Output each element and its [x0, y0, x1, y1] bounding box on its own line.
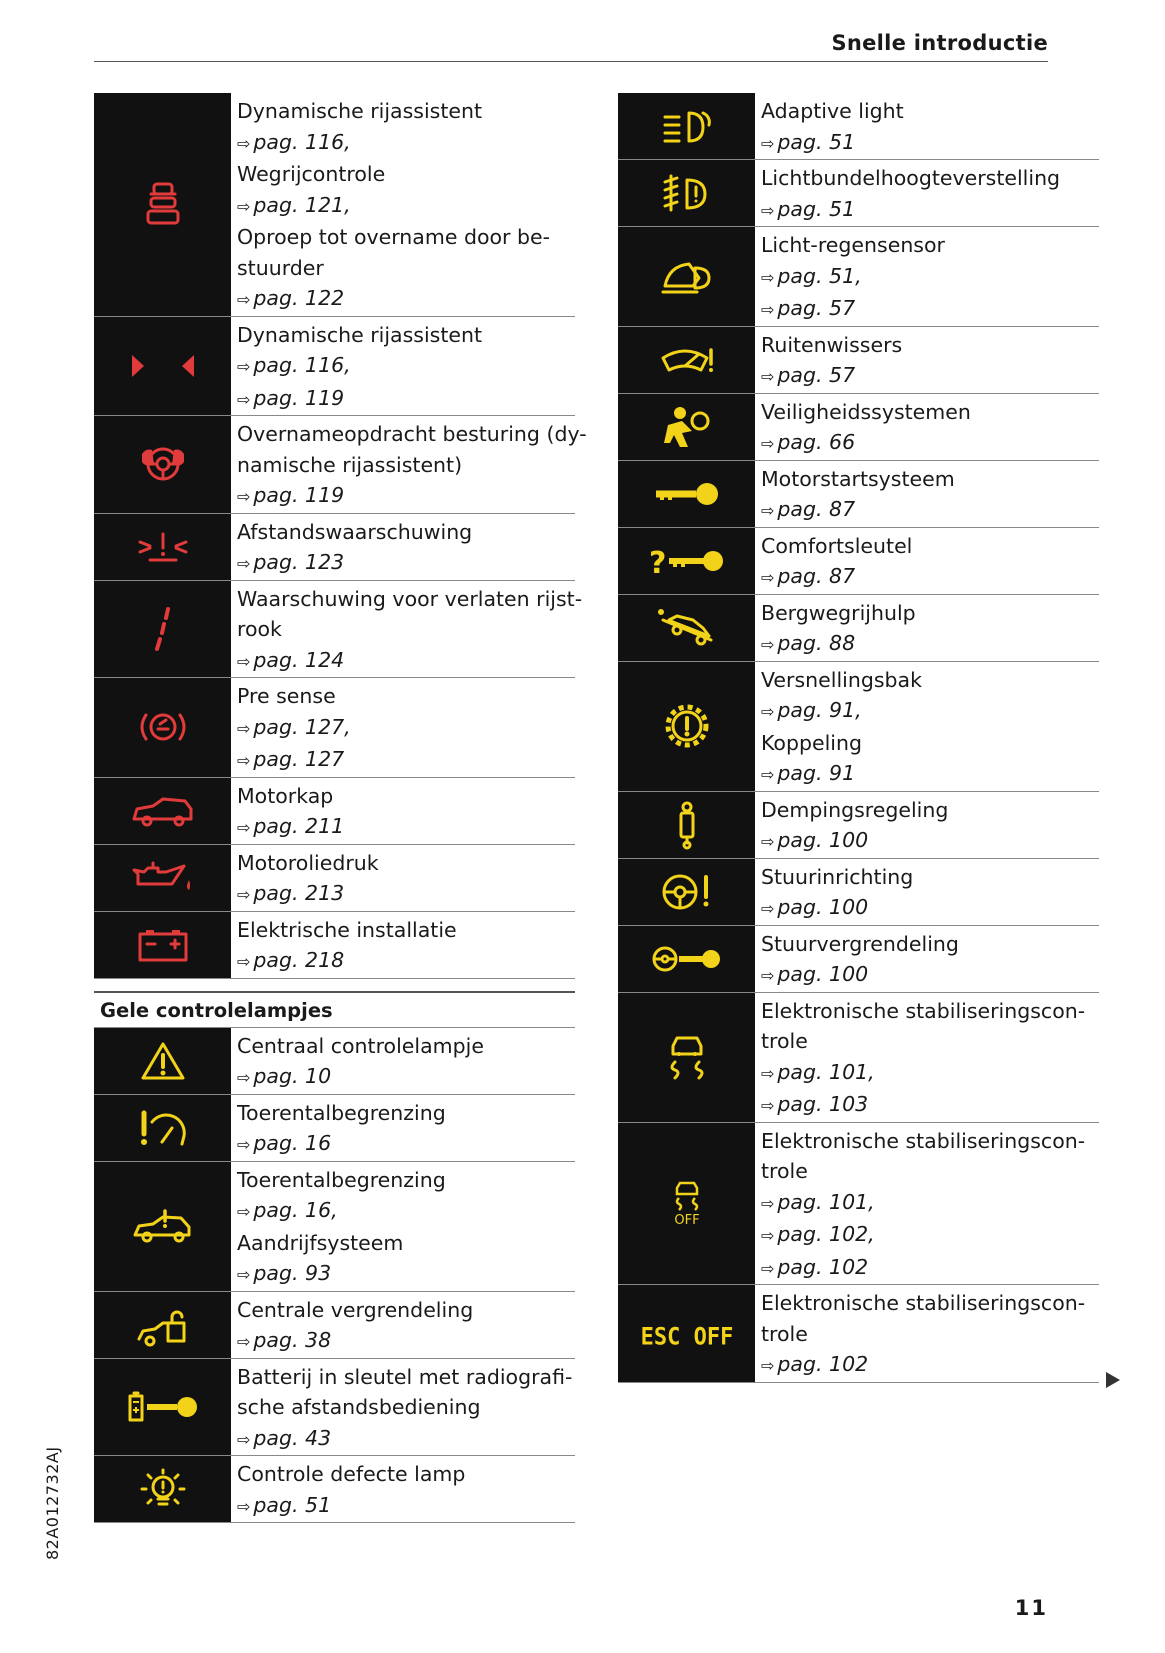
- esc-off-icon: [618, 1123, 755, 1285]
- arrow-right-icon: ⇨: [761, 1063, 775, 1083]
- indicator-label: trole: [761, 1029, 808, 1053]
- indicator-row: [618, 160, 1099, 227]
- arrow-right-icon: ⇨: [237, 1265, 251, 1284]
- key-icon: [618, 461, 755, 527]
- page-header-title: Snelle introductie: [831, 31, 1048, 55]
- indicator-row: [94, 845, 575, 912]
- indicator-description: [231, 1456, 575, 1522]
- car-warning-icon: [94, 1162, 231, 1291]
- page-reference-text: pag. 116,: [253, 129, 351, 154]
- page-reference-text: pag. 211: [253, 814, 345, 838]
- indicator-row: [618, 993, 1099, 1123]
- page-reference-link[interactable]: [761, 695, 1099, 728]
- indicator-description: [231, 317, 575, 416]
- arrow-right-icon: ⇨: [237, 196, 251, 216]
- indicator-label: Pre sense: [237, 684, 336, 708]
- page-reference-link[interactable]: [761, 427, 1099, 460]
- page-reference-link[interactable]: [761, 1187, 1099, 1220]
- page-reference-text: pag. 51: [253, 1492, 332, 1517]
- indicator-row: [94, 778, 575, 845]
- warning-triangle-icon: [94, 1028, 231, 1094]
- arrow-right-icon: ⇨: [237, 133, 251, 153]
- indicator-row: [94, 317, 575, 417]
- indicator-description: [231, 93, 575, 316]
- arrow-right-icon: ⇨: [761, 966, 775, 985]
- indicator-description: [231, 1359, 575, 1456]
- yellow-indicator-table: [94, 1028, 575, 1524]
- page-reference-link[interactable]: [237, 945, 575, 978]
- indicator-description: [231, 1292, 575, 1358]
- indicator-label: Dempingsregeling: [761, 797, 949, 822]
- arrow-right-icon: ⇨: [237, 718, 251, 738]
- indicator-row: [618, 528, 1099, 595]
- page-reference-text: pag. 127,: [253, 714, 351, 739]
- indicator-row: [618, 227, 1099, 327]
- page-reference-text: pag. 10: [253, 1064, 332, 1088]
- indicator-row: [618, 461, 1099, 528]
- page-reference-link[interactable]: [237, 811, 575, 844]
- indicator-description: [755, 1285, 1099, 1382]
- arrow-right-icon: ⇨: [237, 1068, 251, 1087]
- indicator-row: [94, 416, 587, 514]
- indicator-row: [94, 93, 575, 317]
- page-reference-link[interactable]: [237, 383, 575, 416]
- page-reference-link[interactable]: [761, 825, 1099, 858]
- indicator-label: namische rijassistent): [237, 452, 463, 477]
- indicator-description: [231, 912, 575, 978]
- page-reference-text: pag. 51: [777, 196, 856, 221]
- lane-departure-icon: [94, 581, 231, 678]
- page-reference-text: pag. 57: [777, 363, 856, 387]
- page-reference-link[interactable]: [237, 645, 582, 678]
- indicator-description: [755, 461, 1099, 527]
- wiper-icon: [618, 327, 755, 393]
- indicator-description: [755, 160, 1099, 226]
- indicator-label: Versnellingsbak: [761, 667, 922, 692]
- indicator-description: [755, 926, 1099, 992]
- indicator-row: [94, 1162, 575, 1292]
- indicator-row: [618, 662, 1099, 792]
- page-reference-text: pag. 121,: [253, 192, 351, 217]
- page-reference-text: pag. 100: [777, 828, 869, 852]
- indicator-description: [755, 662, 1099, 791]
- page-reference-text: pag. 116,: [253, 353, 351, 377]
- arrow-right-icon: ⇨: [237, 290, 251, 309]
- indicator-row: [94, 1028, 575, 1095]
- indicator-row: [618, 595, 1099, 662]
- page-reference-text: pag. 127: [253, 747, 345, 771]
- indicator-description: [231, 845, 575, 911]
- page-reference-text: pag. 51: [777, 129, 856, 154]
- arrow-right-icon: ⇨: [761, 133, 775, 153]
- indicator-label: Dynamische rijassistent: [237, 322, 483, 347]
- arrow-right-icon: ⇨: [237, 818, 251, 837]
- indicator-label: Elektronische stabiliseringscon-: [761, 1128, 1086, 1153]
- page-reference-text: pag. 87: [777, 564, 856, 588]
- steering-warning-icon: [618, 859, 755, 925]
- arrow-right-icon: ⇨: [761, 832, 775, 851]
- airbag-icon: [618, 394, 755, 460]
- page-reference-text: pag. 66: [777, 430, 856, 454]
- page-reference-text: pag. 38: [253, 1328, 332, 1352]
- indicator-label: rook: [237, 617, 282, 641]
- page-reference-text: pag. 122: [253, 286, 345, 310]
- section-title: Gele controlelampjes: [94, 991, 575, 1028]
- page-reference-link[interactable]: [237, 1423, 575, 1456]
- indicator-description: [755, 528, 1099, 594]
- page-reference-link[interactable]: [761, 1089, 1099, 1122]
- page-reference-text: pag. 119: [253, 483, 345, 507]
- arrow-right-icon: ⇨: [237, 1135, 251, 1154]
- page-reference-link[interactable]: [761, 293, 1099, 326]
- arrow-right-icon: ⇨: [237, 885, 251, 904]
- arrow-right-icon: ⇨: [237, 554, 251, 573]
- page-reference-text: pag. 101,: [777, 1059, 875, 1084]
- indicator-label: Toerentalbegrenzing: [237, 1100, 446, 1125]
- indicator-row: [94, 1095, 575, 1162]
- indicator-description: [231, 678, 575, 777]
- indicator-description: [755, 792, 1099, 858]
- arrow-right-icon: ⇨: [237, 1332, 251, 1351]
- page-reference-link[interactable]: [761, 1349, 1099, 1382]
- distance-warning-icon: [94, 514, 231, 580]
- indicator-description: [231, 1095, 575, 1161]
- light-rain-sensor-icon: [618, 227, 755, 326]
- arrow-right-icon: ⇨: [761, 367, 775, 386]
- indicator-label: Motorkap: [237, 783, 334, 808]
- key-battery-icon: [94, 1359, 231, 1456]
- indicator-row: [618, 93, 1099, 160]
- arrow-right-icon: ⇨: [237, 487, 251, 506]
- hands-on-wheel-icon: [94, 416, 231, 513]
- arrow-right-icon: ⇨: [761, 300, 775, 319]
- document-code: 82A012732AJ: [43, 1446, 62, 1560]
- arrow-right-icon: ⇨: [237, 389, 251, 409]
- arrow-right-icon: ⇨: [237, 1202, 251, 1221]
- indicator-description: [231, 1162, 575, 1291]
- indicator-label: Elektronische stabiliseringscon-: [761, 998, 1086, 1023]
- indicator-label: Veiligheidssystemen: [761, 399, 971, 424]
- esc-off-text-icon: [618, 1285, 755, 1382]
- page-reference-text: pag. 100: [777, 962, 869, 986]
- bulb-failure-icon: [94, 1456, 231, 1522]
- page-reference-link[interactable]: [761, 261, 1099, 294]
- arrow-right-icon: ⇨: [761, 200, 775, 220]
- indicator-label: Lichtbundelhoogteverstelling: [761, 166, 1061, 190]
- adaptive-light-icon: [618, 93, 755, 159]
- indicator-row: [94, 1456, 575, 1523]
- page-reference-text: pag. 213: [253, 881, 345, 905]
- left-column: [94, 93, 587, 1523]
- indicator-description: [231, 778, 575, 844]
- page-reference-text: pag. 102: [777, 1254, 869, 1279]
- indicator-label: trole: [761, 1159, 808, 1183]
- indicator-description: [755, 595, 1099, 661]
- page-reference-link[interactable]: [761, 1252, 1099, 1285]
- indicator-row: [618, 792, 1099, 859]
- svg-text:OFF: OFF: [673, 1213, 700, 1229]
- indicator-label: Motorstartsysteem: [761, 466, 955, 491]
- hood-open-icon: [94, 778, 231, 844]
- page-reference-link[interactable]: [761, 1057, 1099, 1090]
- continue-arrow-icon: [1106, 1372, 1120, 1388]
- arrow-right-icon: ⇨: [761, 434, 775, 453]
- indicator-label: Wegrijcontrole: [237, 162, 386, 186]
- indicator-label: sche afstandsbediening: [237, 1395, 481, 1419]
- page-reference-link[interactable]: [237, 283, 575, 316]
- indicator-row: [94, 912, 575, 979]
- page-reference-text: pag. 88: [777, 631, 856, 655]
- page-reference-text: pag. 91: [777, 761, 856, 785]
- lane-assist-cars-icon: [94, 93, 231, 316]
- header-rule: [94, 61, 1048, 62]
- indicator-row: [618, 926, 1099, 993]
- indicator-label: Licht-regensensor: [761, 233, 945, 257]
- page-reference-text: pag. 123: [253, 550, 345, 574]
- indicator-row: [94, 1359, 575, 1457]
- indicator-label: trole: [761, 1321, 808, 1346]
- page-reference-link[interactable]: [237, 712, 575, 745]
- steering-lock-icon: [618, 926, 755, 992]
- indicator-label: Oproep tot overname door be-: [237, 225, 551, 249]
- arrow-right-icon: ⇨: [761, 501, 775, 520]
- indicator-label: Dynamische rijassistent: [237, 99, 483, 123]
- car-lock-icon: [94, 1292, 231, 1358]
- arrow-right-icon: ⇨: [237, 651, 251, 671]
- page-reference-link[interactable]: [237, 127, 575, 160]
- red-indicator-table: [94, 93, 587, 979]
- indicator-label: Centrale vergrendeling: [237, 1297, 474, 1322]
- indicator-description: [755, 993, 1099, 1122]
- page-reference-text: pag. 57: [777, 296, 856, 320]
- svg-text:ESC OFF: ESC OFF: [640, 1323, 733, 1352]
- indicator-row: [618, 859, 1099, 926]
- page-reference-link[interactable]: [761, 194, 1099, 227]
- indicator-label: Motoroliedruk: [237, 850, 379, 875]
- arrow-right-icon: ⇨: [237, 1429, 251, 1449]
- indicator-description: [755, 93, 1099, 159]
- indicator-label: Comfortsleutel: [761, 533, 913, 558]
- page-reference-text: pag. 119: [253, 385, 345, 410]
- arrow-right-icon: ⇨: [761, 1096, 775, 1115]
- indicator-label: Koppeling: [761, 730, 862, 755]
- battery-icon: [94, 912, 231, 978]
- page-reference-link[interactable]: [237, 744, 575, 777]
- indicator-label: Overnameopdracht besturing (dy-: [237, 422, 587, 446]
- page-reference-link[interactable]: [237, 480, 587, 513]
- page-reference-link[interactable]: [237, 547, 575, 580]
- headlight-range-icon: [618, 160, 755, 226]
- page-reference-text: pag. 93: [253, 1261, 332, 1285]
- page-reference-text: pag. 16: [253, 1131, 332, 1155]
- page-reference-link[interactable]: [237, 350, 575, 383]
- svg-text:?: ?: [648, 545, 666, 581]
- indicator-label: Controle defecte lamp: [237, 1462, 466, 1486]
- page-reference-text: pag. 100: [777, 895, 869, 919]
- indicator-description: [231, 1028, 575, 1094]
- page-reference-link[interactable]: [237, 1258, 575, 1291]
- indicator-row: [94, 1292, 575, 1359]
- indicator-label: Batterij in sleutel met radiografi-: [237, 1364, 573, 1389]
- right-column: [618, 93, 1099, 1383]
- page-reference-text: pag. 101,: [777, 1189, 875, 1214]
- page-reference-text: pag. 102: [777, 1352, 869, 1376]
- pre-sense-icon: [94, 678, 231, 777]
- arrow-right-icon: ⇨: [761, 1226, 775, 1245]
- arrow-right-icon: ⇨: [761, 899, 775, 918]
- indicator-label: Adaptive light: [761, 99, 904, 123]
- page-reference-link[interactable]: [237, 1325, 575, 1358]
- indicator-description: [231, 581, 582, 678]
- key-question-icon: [618, 528, 755, 594]
- arrow-right-icon: ⇨: [761, 1193, 775, 1213]
- indicator-label: Elektronische stabiliseringscon-: [761, 1291, 1086, 1315]
- indicator-label: stuurder: [237, 255, 324, 280]
- page-reference-text: pag. 218: [253, 948, 345, 972]
- indicator-description: [231, 416, 587, 513]
- arrow-right-icon: ⇨: [237, 1496, 251, 1516]
- indicator-row: [618, 1285, 1099, 1383]
- page-reference-link[interactable]: [237, 1061, 575, 1094]
- page-reference-link[interactable]: [761, 127, 1099, 160]
- indicator-row: [618, 1123, 1099, 1286]
- oil-can-icon: [94, 845, 231, 911]
- yellow-indicator-table-continued: [618, 93, 1099, 1383]
- indicator-label: Ruitenwissers: [761, 332, 903, 357]
- arrow-right-icon: ⇨: [761, 267, 775, 287]
- page-reference-link[interactable]: [761, 758, 1099, 791]
- damper-icon: [618, 792, 755, 858]
- rpm-limit-icon: [94, 1095, 231, 1161]
- indicator-label: Elektrische installatie: [237, 917, 457, 942]
- page-reference-link[interactable]: [761, 360, 1099, 393]
- indicator-description: [755, 327, 1099, 393]
- page-reference-link[interactable]: [237, 1128, 575, 1161]
- indicator-label: Centraal controlelampje: [237, 1033, 484, 1058]
- page-reference-text: pag. 16,: [253, 1198, 338, 1222]
- lane-markers-icon: [94, 317, 231, 416]
- indicator-row: [94, 581, 583, 679]
- page-reference-link[interactable]: [761, 494, 1099, 527]
- page-reference-link[interactable]: [761, 1219, 1099, 1252]
- indicator-label: Stuurinrichting: [761, 864, 914, 889]
- indicator-row: [618, 394, 1099, 461]
- arrow-right-icon: ⇨: [761, 1258, 775, 1278]
- indicator-row: [94, 514, 575, 581]
- indicator-description: [755, 1123, 1099, 1285]
- arrow-right-icon: ⇨: [761, 568, 775, 587]
- page-reference-link[interactable]: [237, 1195, 575, 1228]
- hill-hold-icon: [618, 595, 755, 661]
- page-reference-text: pag. 102,: [777, 1222, 875, 1246]
- arrow-right-icon: ⇨: [237, 751, 251, 770]
- page-reference-text: pag. 87: [777, 497, 856, 521]
- arrow-right-icon: ⇨: [237, 952, 251, 971]
- page-reference-text: pag. 43: [253, 1425, 332, 1450]
- esc-icon: [618, 993, 755, 1122]
- indicator-description: [755, 227, 1099, 326]
- indicator-description: [755, 859, 1099, 925]
- indicator-label: Waarschuwing voor verlaten rijst-: [237, 586, 583, 611]
- page-reference-link[interactable]: [761, 959, 1099, 992]
- indicator-label: Aandrijfsysteem: [237, 1230, 404, 1255]
- page-reference-text: pag. 103: [777, 1092, 869, 1116]
- page-reference-link[interactable]: [761, 892, 1099, 925]
- arrow-right-icon: ⇨: [761, 702, 775, 721]
- page-reference-text: pag. 51,: [777, 263, 862, 288]
- indicator-label: Bergwegrijhulp: [761, 600, 916, 625]
- arrow-right-icon: ⇨: [761, 635, 775, 654]
- page-reference-link[interactable]: [237, 1490, 575, 1523]
- page-reference-link[interactable]: [761, 561, 1099, 594]
- indicator-description: [755, 394, 1099, 460]
- arrow-right-icon: ⇨: [761, 765, 775, 784]
- page-reference-link[interactable]: [237, 190, 575, 223]
- page-reference-link[interactable]: [237, 878, 575, 911]
- indicator-label: Toerentalbegrenzing: [237, 1167, 446, 1192]
- indicator-description: [231, 514, 575, 580]
- arrow-right-icon: ⇨: [761, 1356, 775, 1375]
- page-reference-text: pag. 91,: [777, 698, 862, 722]
- gearbox-warning-icon: [618, 662, 755, 791]
- page-reference-link[interactable]: [761, 628, 1099, 661]
- page-reference-text: pag. 124: [253, 647, 345, 672]
- indicator-label: Afstandswaarschuwing: [237, 519, 473, 544]
- indicator-label: Stuurvergrendeling: [761, 931, 959, 956]
- indicator-row: [618, 327, 1099, 394]
- page-number: 11: [1014, 1596, 1048, 1620]
- arrow-right-icon: ⇨: [237, 357, 251, 376]
- indicator-row: [94, 678, 575, 778]
